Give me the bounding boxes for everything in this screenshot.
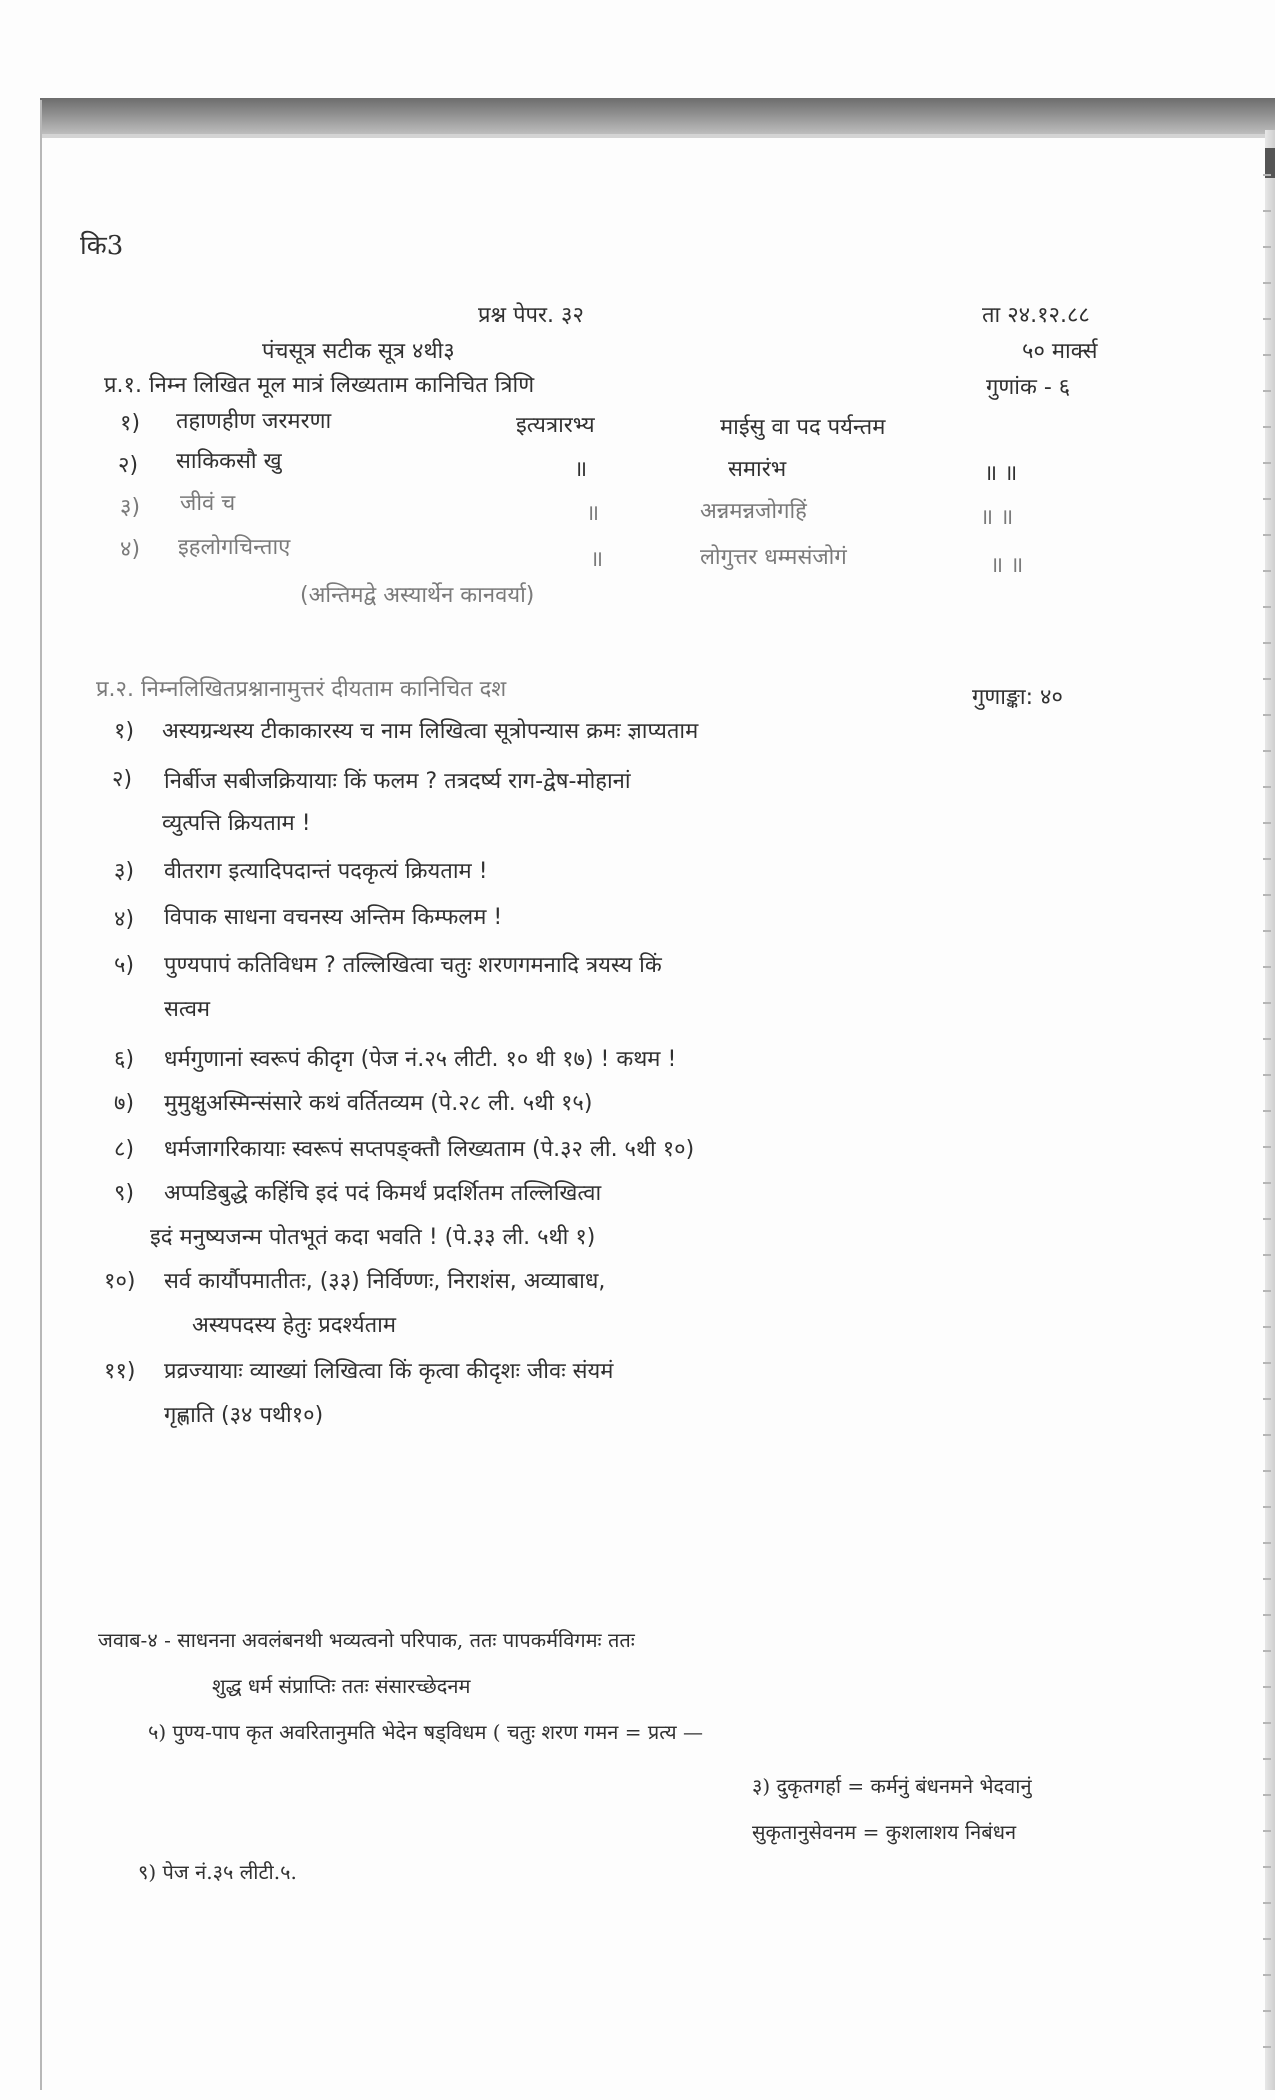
q2-item-number: १०) [104,1269,136,1294]
q2-item-text: सर्व कार्यौपमातीतः, (३३) निर्विण्णः, निराशंस, अव्याबाध, [164,1269,606,1294]
answer-5-line-3: सुकृतानुसेवनम = कुशलाशय निबंधन [752,1820,1017,1844]
q2-item-number: ४) [114,907,135,932]
answer-5-line-1: ५) पुण्य-पाप कृत अवरितानुमति भेदेन षड्विधम ( चतुः शरण गमन = प्रत्य — [148,1720,703,1744]
q1-marks: गुणांक - ६ [986,375,1071,400]
q2-item-number: ५) [114,953,135,978]
paper-number: प्रश्न पेपर. ३२ [478,303,584,328]
answer-4-line-1: जवाब-४ - साधनना अवलंबनथी भव्यत्वनो परिपाक, ततः पापकर्मविगमः ततः [98,1628,635,1652]
q2-item-text: धर्मगुणानां स्वरूपं कीदृग (पेज नं.२५ लीटी. १० थी १७) ! कथम ! [164,1047,677,1072]
q2-item-text: अस्यग्रन्थस्य टीकाकारस्य च नाम लिखित्वा सूत्रोपन्यास क्रमः ज्ञाप्यताम [162,719,699,744]
q2-item-number: ७) [114,1091,135,1116]
subject-title: पंचसूत्र सटीक सूत्र ४थी३ [262,339,455,364]
answer-5-line-2: ३) दुकृतगर्हा = कर्मनुं बंधनमने भेदवानुं [752,1774,1032,1798]
q1-row-number: १) [120,411,141,436]
q1-row-ditto-end: ॥ ॥ [980,505,1014,530]
q2-item-text: मुमुक्षुअस्मिन्संसारे कथं वर्तितव्यम (पे.२८ ली. ५थी १५) [164,1091,593,1116]
q2-item-text: व्युत्पत्ति क्रियताम ! [162,811,311,836]
q1-title: प्र.१. निम्न लिखित मूल मात्रं लिख्यताम कानिचित त्रिणि [104,373,535,398]
q2-item-number: ११) [104,1359,136,1384]
q1-row-number: २) [118,453,139,478]
q1-row-ditto: ॥ [590,547,604,572]
q1-row-from: इत्यत्रारभ्य [516,413,595,438]
q1-row-ditto: ॥ [574,457,588,482]
q1-row-end: समारंभ [728,457,787,482]
q1-row-number: ४) [120,537,141,562]
ruled-line-ticks [1263,140,1271,2080]
q2-title: प्र.२. निम्नलिखितप्रश्नानामुत्तरं दीयताम कानिचित दश [96,677,507,702]
answer-9: ९) पेज नं.३५ लीटी.५. [138,1860,297,1884]
q1-row-ditto-end: ॥ ॥ [984,461,1018,486]
q1-row-start: साकिकसौ खु [176,449,282,474]
q2-item-number: ९) [114,1181,135,1206]
q2-item-text: सत्वम [164,997,211,1022]
q2-marks: गुणाङ्का: ४० [972,685,1063,710]
margin-line [40,100,42,2090]
q1-row-ditto-end: ॥ ॥ [990,553,1024,578]
q2-item-text: निर्बीज सबीजक्रियायाः किं फलम ? तत्रदर्ष्य राग-द्वेष-मोहानां [164,769,631,794]
q2-item-number: १) [114,719,135,744]
q1-row-start: जीवं च [180,491,236,516]
q1-row-end: अन्नमन्नजोगहिं [700,499,807,524]
q2-item-text: पुण्यपापं कतिविधम ? तल्लिखित्वा चतुः शरणगमनादि त्रयस्य किं [164,953,662,978]
q2-item-text: गृह्णाति (३४ पथी१०) [164,1403,324,1428]
q1-row-end: लोगुत्तर धम्मसंजोगं [700,545,847,570]
q1-row-end: माईसु वा पद पर्यन्तम [720,415,886,440]
exam-date: ता २४.१२.८८ [982,303,1090,328]
q2-item-text: इदं मनुष्यजन्म पोतभूतं कदा भवति ! (पे.३३ ली. ५थी १) [150,1225,596,1250]
q1-row-number: ३) [120,495,141,520]
q2-item-number: ६) [114,1047,135,1072]
q1-row-start: तहाणहीण जरमरणा [176,409,332,434]
page-number: कि3 [80,231,124,261]
q2-item-text: धर्मजागरिकायाः स्वरूपं सप्तपङ्क्तौ लिख्यताम (पे.३२ ली. ५थी १०) [164,1137,695,1162]
q2-item-text: अस्यपदस्य हेतुः प्रदर्श्यताम [192,1313,396,1338]
photocopy-top-band [40,98,1275,134]
q2-item-text: विपाक साधना वचनस्य अन्तिम किम्फलम ! [164,905,503,930]
answer-4-line-2: शुद्ध धर्म संप्राप्तिः ततः संसारच्छेदनम [212,1674,471,1698]
q2-item-text: वीतराग इत्यादिपदान्तं पदकृत्यं क्रियताम ! [164,859,488,884]
q1-row-start: इहलोगचिन्ताए [178,535,291,560]
q2-item-number: ३) [114,859,135,884]
total-marks: ५० मार्क्स [1022,339,1098,364]
q1-row-ditto: ॥ [586,501,600,526]
q2-item-number: २) [112,767,133,792]
q2-item-number: ८) [114,1137,135,1162]
q1-note: (अन्तिमद्वे अस्यार्थेन कानवर्या) [300,583,535,608]
q2-item-text: प्रव्रज्यायाः व्याख्यां लिखित्वा किं कृत्वा कीदृशः जीवः संयमं [164,1359,614,1384]
q2-item-text: अप्पडिबुद्धे कहिंचि इदं पदं किमर्थं प्रदर्शितम तल्लिखित्वा [164,1181,602,1206]
